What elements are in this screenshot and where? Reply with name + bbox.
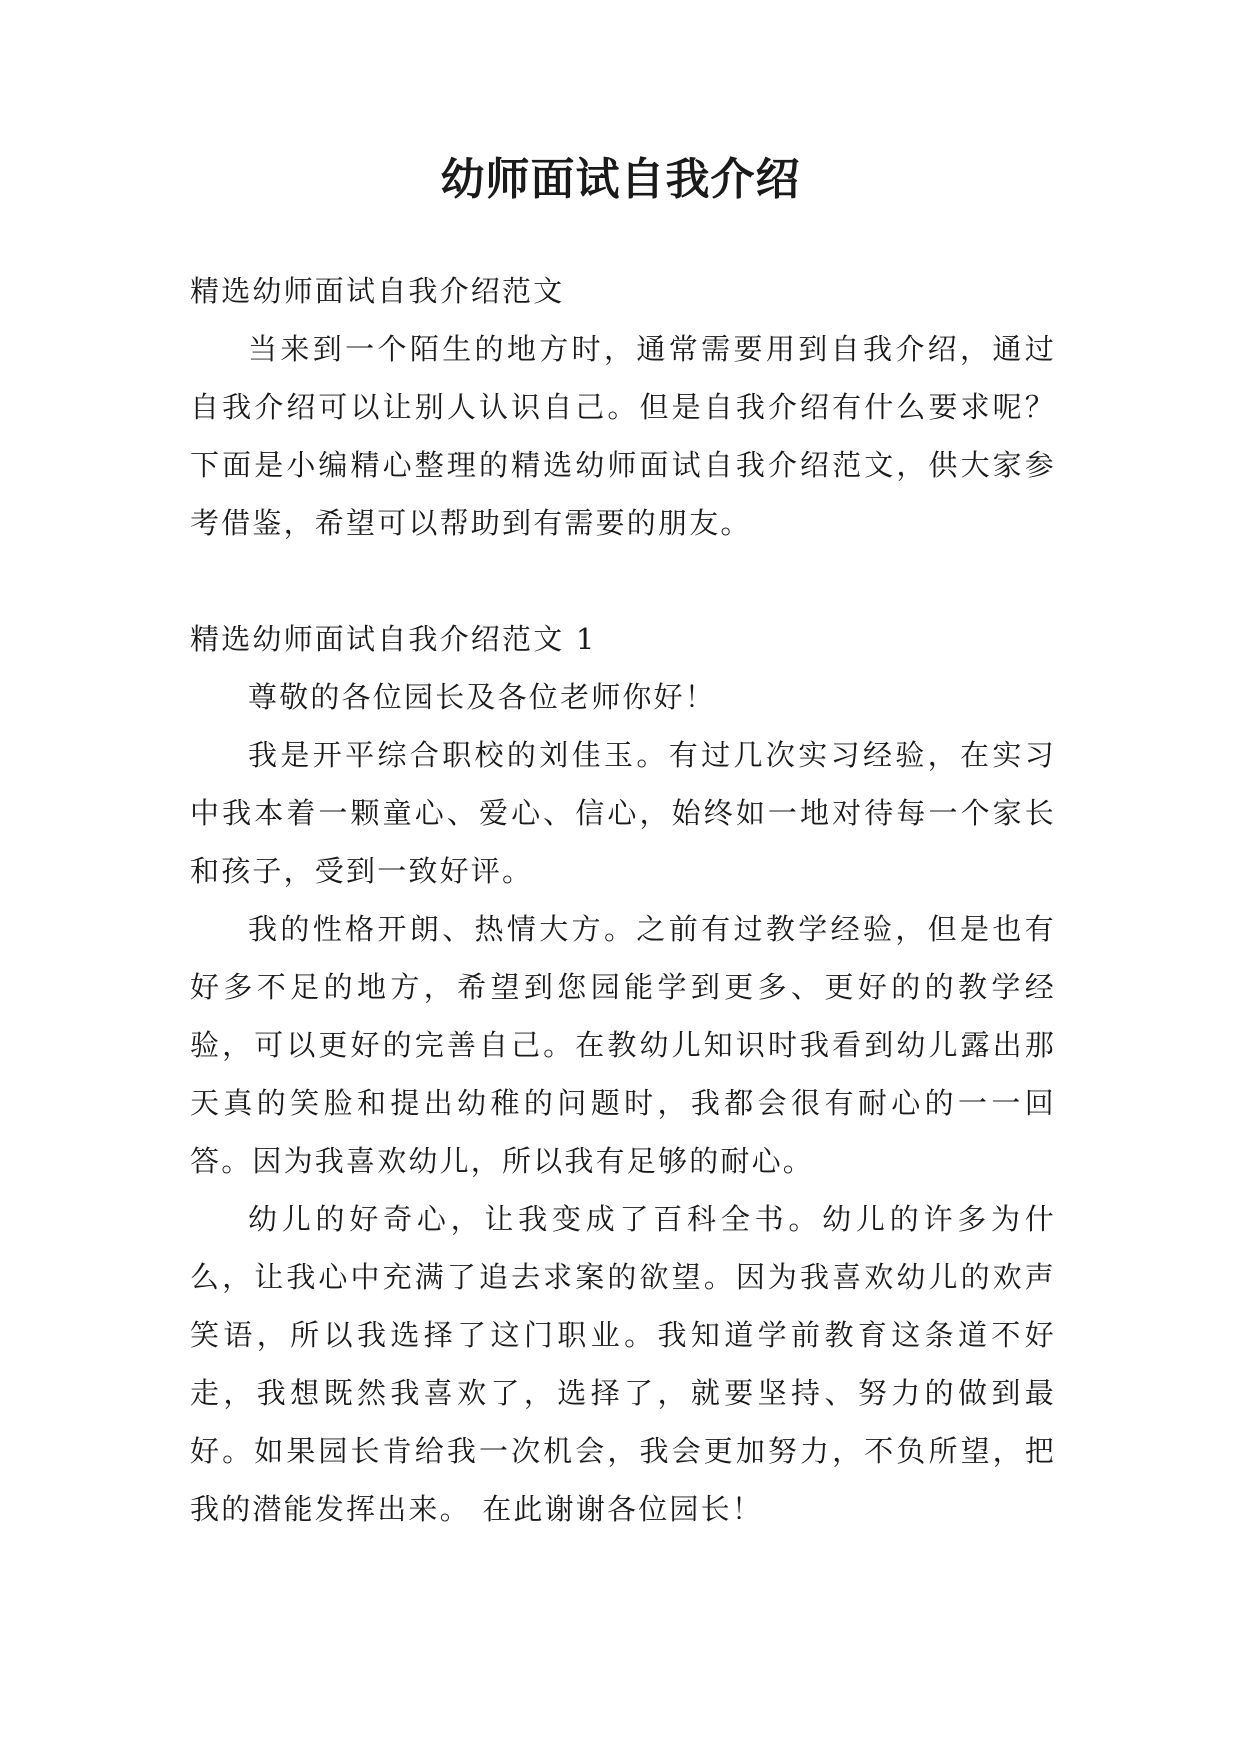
- sample1-greeting: 尊敬的各位园长及各位老师你好！: [248, 680, 717, 714]
- sample1-heading: 精选幼师面试自我介绍范文 1: [190, 622, 597, 656]
- sample1-paragraph-2: 我的性格开朗、热情大方。之前有过教学经验，但是也有好多不足的地方，希望到您园能学到更多、更好的的教学经验，可以更好的完善自己。在教幼儿知识时我看到幼儿露出那天真的笑脸和提出幼稚的问题时，我都会很有耐心的一一回答。因为我喜欢幼儿，所以我有足够的耐心。: [190, 912, 1056, 1178]
- section-gap: [190, 552, 1056, 610]
- document-body: [190, 262, 1056, 1538]
- intro-paragraph: 当来到一个陌生的地方时，通常需要用到自我介绍，通过自我介绍可以让别人认识自己。但是自我介绍有什么要求呢？下面是小编精心整理的精选幼师面试自我介绍范文，供大家参考借鉴，希望可以帮助到有需要的朋友。: [190, 332, 1056, 540]
- sample1-paragraph-3: 幼儿的好奇心，让我变成了百科全书。幼儿的许多为什么，让我心中充满了追去求案的欲望。因为我喜欢幼儿的欢声笑语，所以我选择了这门职业。我知道学前教育这条道不好走，我想既然我喜欢了，选择了，就要坚持、努力的做到最好。如果园长肯给我一次机会，我会更加努力，不负所望，把我的潜能发挥出来。 在此谢谢各位园长！: [190, 1202, 1056, 1526]
- document-title: 幼师面试自我介绍: [440, 154, 801, 205]
- intro-heading: 精选幼师面试自我介绍范文: [190, 274, 565, 308]
- sample1-paragraph-1: 我是开平综合职校的刘佳玉。有过几次实习经验，在实习中我本着一颗童心、爱心、信心，始终如一地对待每一个家长和孩子，受到一致好评。: [190, 738, 1056, 888]
